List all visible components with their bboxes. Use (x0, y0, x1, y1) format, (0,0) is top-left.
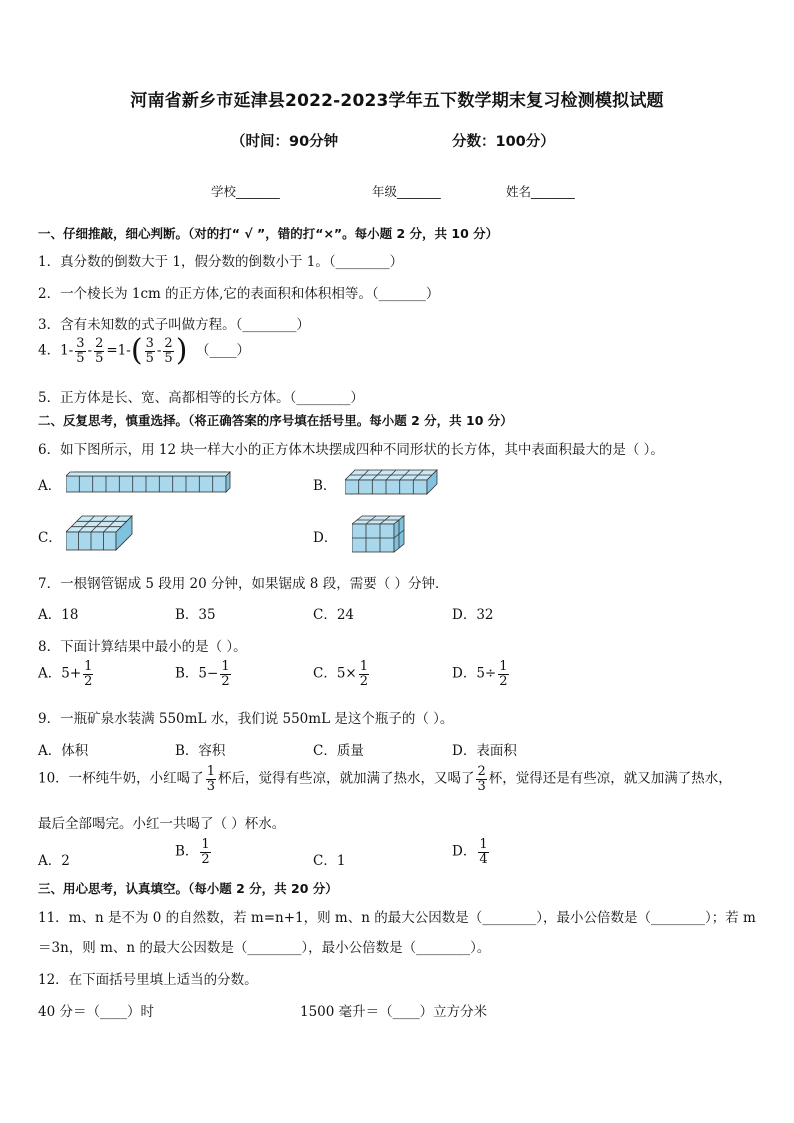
school-field: 学校_______ (211, 184, 280, 199)
q8-option-d: D．5÷ $\frac{1}{2}$ (452, 659, 508, 689)
question-3: 3．含有未知数的式子叫做方程。（________） (38, 317, 310, 333)
q10-option-c: C．1 (313, 853, 346, 869)
question-12-part-b: 1500 毫升＝（____）立方分米 (300, 1004, 488, 1020)
question-12: 12．在下面括号里填上适当的分数。 (38, 972, 258, 988)
question-2: 2．一个棱长为 1cm 的正方体,它的表面积和体积相等。（_______） (38, 286, 440, 302)
q6-option-b: B． (313, 478, 337, 494)
q8-option-a: A．5+ $\frac{1}{2}$ (38, 659, 93, 689)
cuboid-12x1x1-figure (66, 470, 232, 494)
section-2-heading: 二、反复思考，慎重选择。（将正确答案的序号填在括号里。每小题 2 分，共 10 分） (38, 413, 513, 428)
q8-option-b: B．5− $\frac{1}{2}$ (175, 659, 230, 689)
q7-option-d: D．32 (452, 607, 494, 623)
exam-time: （时间：90分钟 (231, 134, 339, 150)
name-field: 姓名_______ (506, 184, 575, 199)
question-8: 8．下面计算结果中最小的是（ ）。 (38, 639, 247, 655)
q6-option-c: C． (38, 530, 62, 546)
q7-option-a: A．18 (38, 607, 79, 623)
question-1: 1．真分数的倒数大于 1，假分数的倒数小于 1。（________） (38, 254, 404, 270)
question-10: 10．一杯纯牛奶，小红喝了 $\frac{1}{3}$ 杯后，觉得有些凉，就加满了热水，又喝了 $\frac{2}{3}$ 杯，觉得还是有些凉，就又加满了热水， (38, 764, 732, 794)
cuboid-3x2x2-figure (352, 514, 406, 554)
cuboid-4x3x1-figure (66, 514, 134, 552)
q9-option-c: C．质量 (313, 743, 364, 759)
q10-option-b: B． $\frac{1}{2}$ (175, 837, 210, 867)
exam-score: 分数：100分） (452, 134, 555, 150)
q9-option-a: A．体积 (38, 743, 89, 759)
q8-option-c: C．5× $\frac{1}{2}$ (313, 659, 369, 689)
q9-option-d: D．表面积 (452, 743, 517, 759)
question-11-line-2: ＝3n，则 m、n 的最大公因数是（________），最小公倍数是（________）。 (38, 940, 491, 956)
q9-option-b: B．容积 (175, 743, 226, 759)
question-10-line-2: 最后全部喝完。小红一共喝了（ ）杯水。 (38, 816, 286, 832)
question-11: 11．m、n 是不为 0 的自然数，若 m=n+1，则 m、n 的最大公因数是（________），最小公倍数是（________）；若 m (38, 910, 756, 926)
cuboid-6x2x1-figure (345, 468, 439, 496)
question-9: 9．一瓶矿泉水装满 550mL 水，我们说 550mL 是这个瓶子的（ ）。 (38, 711, 454, 727)
q10-option-a: A．2 (38, 853, 70, 869)
section-3-heading: 三、用心思考，认真填空。（每小题 2 分，共 20 分） (38, 881, 338, 896)
section-1-heading: 一、仔细推敲，细心判断。（对的打“ √ ”，错的打“×”。每小题 2 分，共 10 分） (38, 226, 499, 241)
question-7: 7．一根钢管锯成 5 段用 20 分钟，如果锯成 8 段，需要（ ）分钟． (38, 576, 449, 592)
q7-option-c: C．24 (313, 607, 355, 623)
question-12-part-a: 40 分＝（____）时 (38, 1004, 154, 1020)
grade-field: 年级_______ (372, 184, 441, 199)
q6-option-d: D． (313, 530, 338, 546)
question-5: 5．正方体是长、宽、高都相等的长方体。（________） (38, 390, 364, 406)
question-4: 4．1- $\frac{3}{5}$ - $\frac{2}{5}$ =1-( $\frac{3}{5}$ - $\frac{2}{5}$ ) （____） (38, 333, 250, 368)
q6-option-a: A． (38, 478, 62, 494)
question-6: 6．如下图所示，用 12 块一样大小的正方体木块摆成四种不同形状的长方体，其中表面积最大的是（ ）。 (38, 442, 664, 458)
q10-option-d: D． $\frac{1}{4}$ (452, 837, 488, 867)
q7-option-b: B．35 (175, 607, 216, 623)
page-title: 河南省新乡市延津县2022-2023学年五下数学期末复习检测模拟试题 (130, 91, 664, 111)
